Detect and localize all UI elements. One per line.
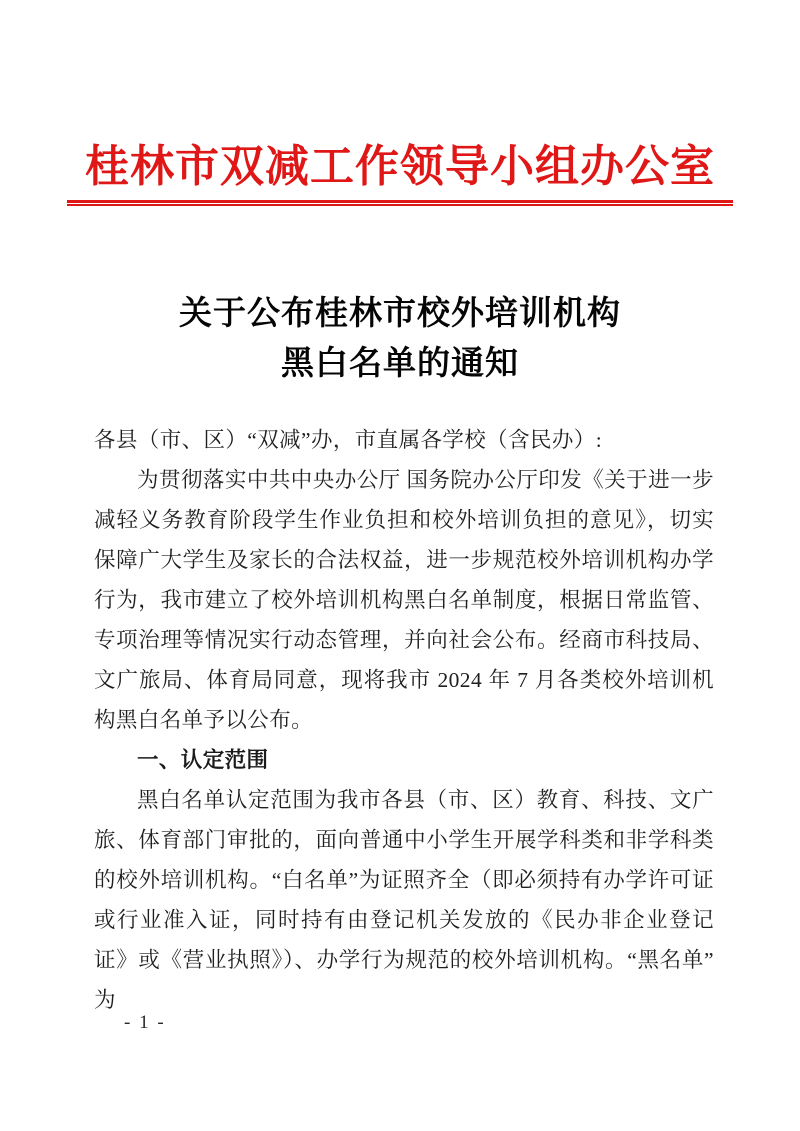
document-title-line-1: 关于公布桂林市校外培训机构: [179, 296, 621, 332]
salutation-line: 各县（市、区）“双减”办，市直属各学校（含民办）:: [94, 428, 603, 452]
document-title: [0, 289, 800, 389]
opening-paragraph: 为贯彻落实中共中央办公厅 国务院办公厅印发《关于进一步减轻义务教育阶段学生作业负担和校外培训负担的意见》，切实保障广大学生及家长的合法权益，进一步规范校外培训机构办学行为，我市建立了校外培训机构黑白名单制度，根据日常监管、专项治理等情况实行动态管理，并向社会公布。经商市科技局、文广旅局、体育局同意，现将我市 2024 年 7 月各类校外培训机构黑白名单予以公布。: [94, 468, 714, 732]
document-title-line-2: 黑白名单的通知: [281, 346, 519, 382]
letterhead: [0, 140, 800, 206]
page-number: - 1 -: [124, 1012, 166, 1033]
letterhead-red-divider: [67, 200, 733, 206]
body-text: [0, 420, 800, 1020]
document-body: [0, 289, 800, 1020]
scope-paragraph: 黑白名单认定范围为我市各县（市、区）教育、科技、文广旅、体育部门审批的，面向普通中小学生开展学科类和非学科类的校外培训机构。“白名单”为证照齐全（即必须持有办学许可证或行业准入证，同时持有由登记机关发放的《民办非企业登记证》或《营业执照》）、办学行为规范的校外培训机构。“黑名单”为: [94, 788, 714, 1012]
section-heading-scope: 一、认定范围: [137, 748, 269, 772]
letterhead-org-title: 桂林市双减工作领导小组办公室: [85, 142, 715, 191]
